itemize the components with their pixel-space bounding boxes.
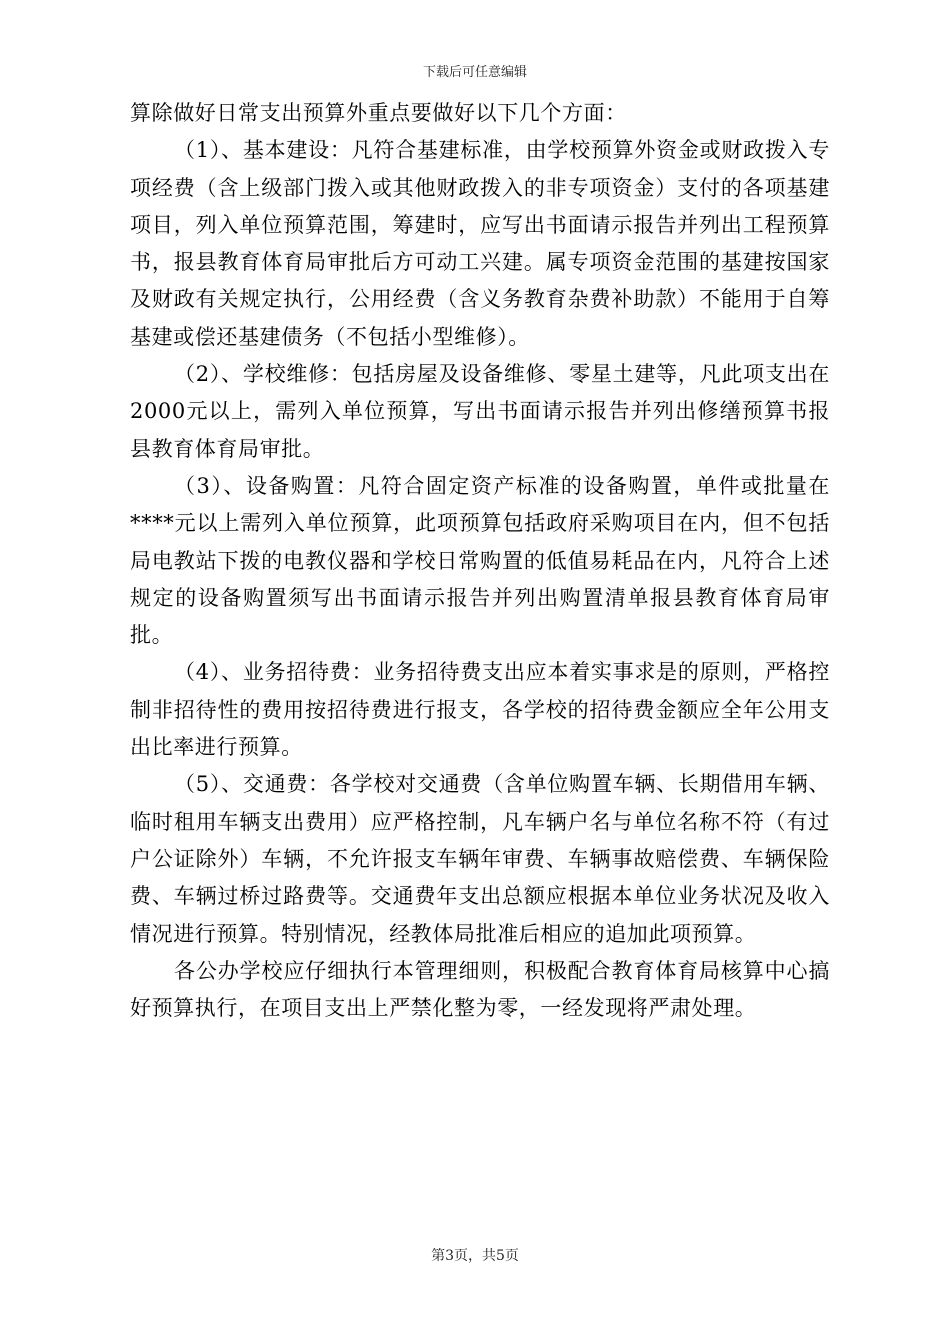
paragraph-business-hospitality: （4）、业务招待费：业务招待费支出应本着实事求是的原则，严格控制非招待性的费用按招待费进行报支，各学校的招待费金额应全年公用支出比率进行预算。 bbox=[130, 660, 830, 760]
paragraph-equipment-purchase: （3）、设备购置：凡符合固定资产标准的设备购置，单件或批量在****元以上需列入单位预算，此项预算包括政府采购项目在内，但不包括局电教站下拨的电教仪器和学校日常购置的低值易耗品在内，凡符合上述规定的设备购置须写出书面请示报告并列出购置清单报县教育体育局审批。 bbox=[130, 473, 830, 648]
paragraph-transportation: （5）、交通费：各学校对交通费（含单位购置车辆、长期借用车辆、临时租用车辆支出费用）应严格控制，凡车辆户名与单位名称不符（有过户公证除外）车辆，不允许报支车辆年审费、车辆事故赔偿费、车辆保险费、车辆过桥过路费等。交通费年支出总额应根据本单位业务状况及收入情况进行预算。特别情况，经教体局批准后相应的追加此项预算。 bbox=[130, 772, 830, 946]
page-footer: 第3页，共5页 bbox=[431, 1248, 519, 1264]
page-header: 下载后可任意编辑 bbox=[422, 65, 527, 80]
document-body bbox=[130, 95, 830, 1027]
paragraph-intro: 算除做好日常支出预算外重点要做好以下几个方面： bbox=[130, 101, 627, 125]
paragraph-school-maintenance: （2）、学校维修：包括房屋及设备维修、零星土建等，凡此项支出在2000元以上，需列入单位预算，写出书面请示报告并列出修缮预算书报县教育体育局审批。 bbox=[130, 362, 830, 461]
paragraph-closing: 各公办学校应仔细执行本管理细则，积极配合教育体育局核算中心搞好预算执行，在项目支出上严禁化整为零，一经发现将严肃处理。 bbox=[130, 958, 830, 1021]
paragraph-basic-construction: （1）、基本建设：凡符合基建标准，由学校预算外资金或财政拨入专项经费（含上级部门拨入或其他财政拨入的非专项资金）支付的各项基建项目，列入单位预算范围，筹建时，应写出书面请示报告并列出工程预算书，报县教育体育局审批后方可动工兴建。属专项资金范围的基建按国家及财政有关规定执行，公用经费（含义务教育杂费补助款）不能用于自筹基建或偿还基建债务（不包括小型维修）。 bbox=[130, 138, 830, 349]
